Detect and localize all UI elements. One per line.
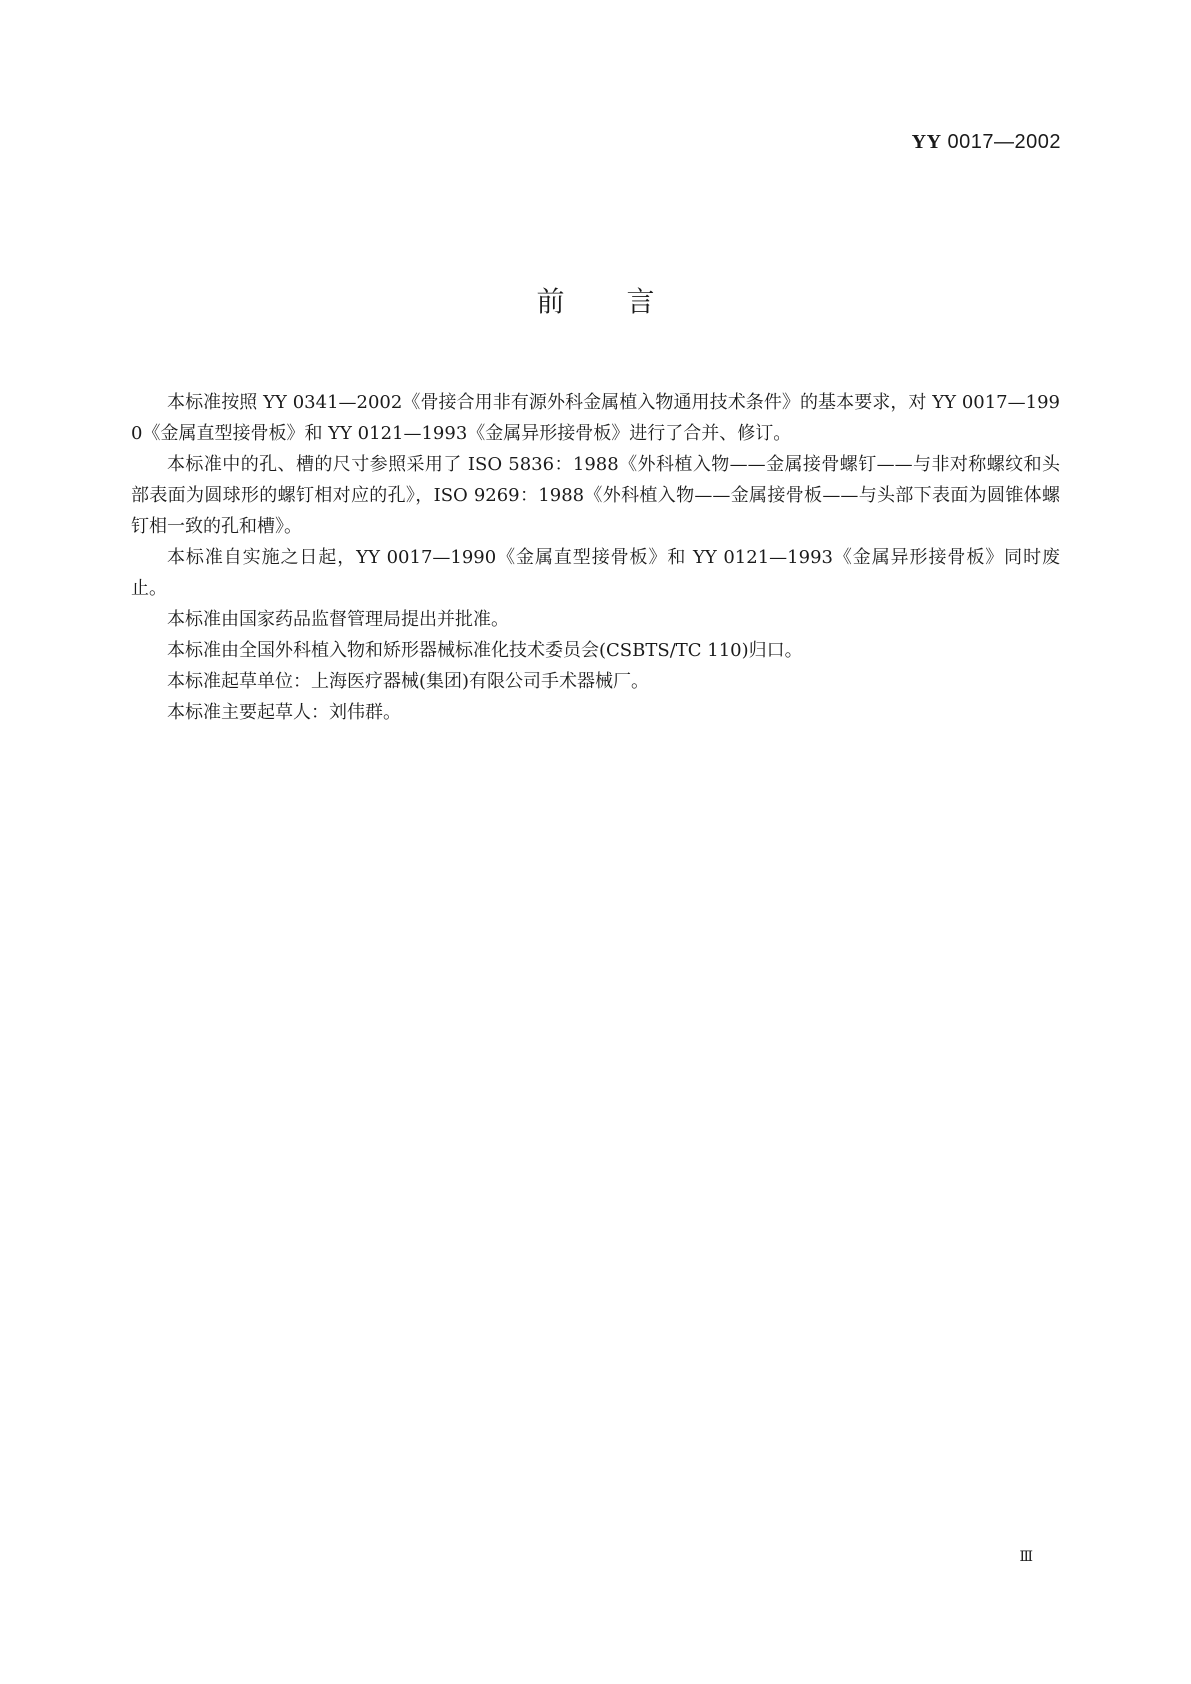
paragraph-6: 本标准起草单位：上海医疗器械(集团)有限公司手术器械厂。 — [167, 671, 650, 692]
standard-code-prefix: YY — [911, 131, 942, 153]
paragraph-2: 本标准中的孔、槽的尺寸参照采用了 ISO 5836：1988《外科植入物——金属接骨螺钉——与非对称螺纹和头部表面为圆球形的螺钉相对应的孔》，ISO 9269：1988《外科植入物——金属接骨板——与头部下表面为圆锥体螺钉相一致的孔和槽》。 — [131, 454, 1060, 537]
page-title: 前言 — [536, 285, 717, 318]
standard-code — [912, 131, 1061, 154]
page-number: Ⅲ — [1019, 1549, 1033, 1565]
paragraph-5: 本标准由全国外科植入物和矫形器械标准化技术委员会(CSBTS/TC 110)归口。 — [167, 640, 803, 661]
paragraph-4: 本标准由国家药品监督管理局提出并批准。 — [167, 609, 509, 630]
foreword-body — [131, 387, 1060, 728]
paragraph-3: 本标准自实施之日起，YY 0017—1990《金属直型接骨板》和 YY 0121—1993《金属异形接骨板》同时废止。 — [131, 547, 1060, 599]
paragraph-7: 本标准主要起草人：刘伟群。 — [167, 702, 401, 723]
paragraph-1: 本标准按照 YY 0341—2002《骨接合用非有源外科金属植入物通用技术条件》的基本要求，对 YY 0017—1990《金属直型接骨板》和 YY 0121—1993《金属异形接骨板》进行了合并、修订。 — [131, 392, 1060, 444]
standard-code-number: 0017—2002 — [947, 131, 1061, 153]
